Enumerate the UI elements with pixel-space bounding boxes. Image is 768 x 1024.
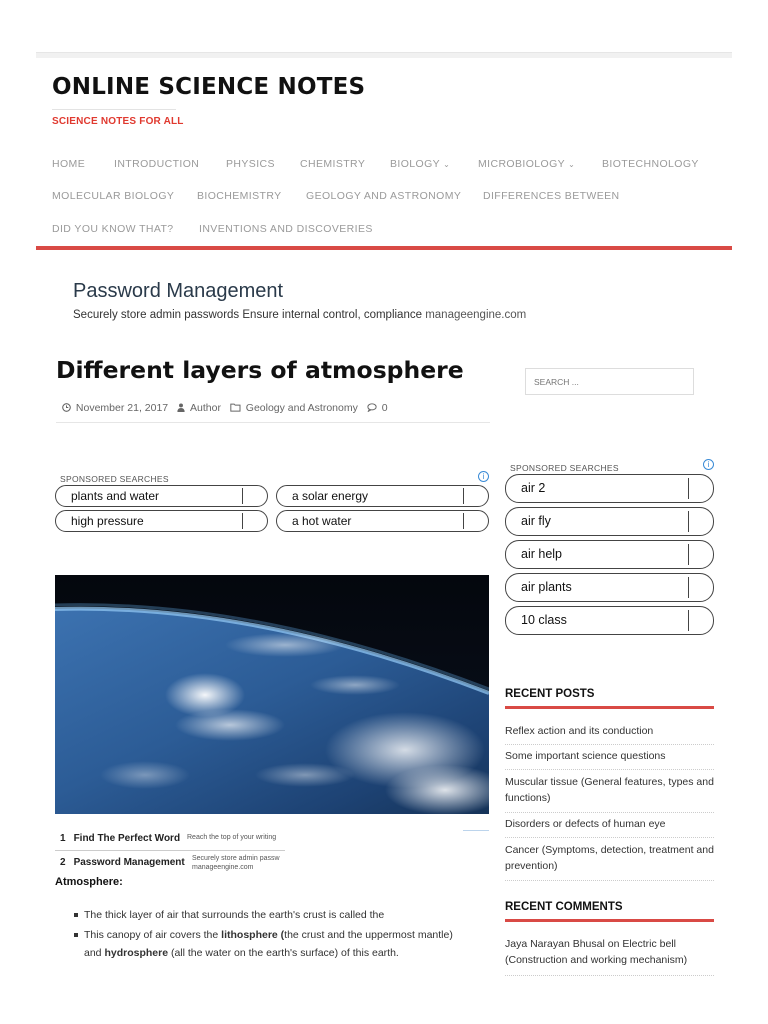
nav-geology-astronomy-label: GEOLOGY AND ASTRONOMY [306, 190, 462, 202]
comment-post-link[interactable]: Electric bell (Construction and working mechanism) [505, 938, 688, 966]
sponsored-pill-high-pressure[interactable] [55, 510, 268, 532]
pill-label: air fly [521, 514, 551, 528]
post-divider [505, 812, 714, 813]
bullet-text: the crust and the uppermost mantle) [284, 929, 453, 941]
post-divider [505, 769, 714, 770]
nav-biochemistry-label: BIOCHEMISTRY [197, 190, 282, 202]
pill-label: a hot water [292, 514, 352, 528]
result-snippet: Reach the top of your writing [187, 834, 277, 841]
nav-molecular-biology-label: MOLECULAR BIOLOGY [52, 190, 175, 202]
pill-separator [688, 478, 689, 499]
result-item-password-management[interactable] [55, 855, 285, 871]
pill-separator [463, 513, 464, 529]
recent-post-link[interactable]: Muscular tissue (General features, types and functions) [505, 776, 714, 804]
sidebar-pill-10-class[interactable] [505, 606, 714, 635]
result-corner-line [463, 830, 489, 831]
pill-label: high pressure [71, 514, 144, 528]
site-tagline: SCIENCE NOTES FOR ALL [52, 116, 184, 127]
pill-label: 10 class [521, 613, 567, 627]
info-icon[interactable]: i [478, 471, 489, 482]
nav-differences-between[interactable] [483, 190, 620, 202]
pill-separator [688, 577, 689, 598]
comment-author[interactable]: Jaya Narayan Bhusal [505, 938, 605, 950]
chevron-down-icon: ⌄ [443, 160, 451, 169]
recent-post-link[interactable]: Some important science questions [505, 750, 666, 762]
nav-did-you-know-label: DID YOU KNOW THAT? [52, 223, 174, 235]
recent-comments-title: RECENT COMMENTS [505, 901, 623, 913]
user-icon [177, 402, 188, 414]
post-divider [505, 975, 714, 976]
nav-chemistry-label: CHEMISTRY [300, 158, 366, 170]
comment-connector: on [604, 938, 623, 950]
recent-posts-title: RECENT POSTS [505, 688, 595, 700]
nav-microbiology-label: MICROBIOLOGY [478, 158, 566, 170]
chevron-down-icon: ⌄ [568, 160, 576, 169]
sidebar-pill-air-fly[interactable] [505, 507, 714, 536]
post-divider [505, 744, 714, 745]
nav-introduction[interactable] [114, 158, 199, 170]
nav-biology-label: BIOLOGY [390, 158, 441, 170]
nav-physics-label: PHYSICS [226, 158, 275, 170]
post-category[interactable]: Geology and Astronomy [245, 402, 358, 414]
bullet-text: This canopy of air covers the [84, 929, 222, 941]
section-heading: Atmosphere: [55, 876, 123, 888]
recent-posts-rule [505, 706, 714, 709]
recent-comments-rule [505, 919, 714, 922]
post-comment-count[interactable]: 0 [381, 402, 388, 414]
nav-inventions[interactable] [199, 223, 373, 235]
nav-geology-astronomy[interactable] [306, 190, 461, 202]
meta-divider [56, 422, 490, 423]
bullet-text: The thick layer of air that surrounds the earth's crust is called the [84, 909, 385, 921]
bullet-item [74, 906, 494, 924]
site-title[interactable]: ONLINE SCIENCE NOTES [52, 74, 366, 100]
comment-icon [367, 402, 380, 414]
result-title: Password Management [73, 857, 185, 868]
sidebar-pill-air-2[interactable] [505, 474, 714, 503]
pill-label: air plants [521, 580, 572, 594]
earth-atmosphere-image [55, 575, 489, 814]
bullet-text: and [84, 947, 105, 959]
pill-separator [688, 610, 689, 631]
bold-lithosphere: lithosphere [221, 929, 278, 941]
recent-post-link[interactable]: Disorders or defects of human eye [505, 818, 666, 830]
post-divider [505, 880, 714, 881]
pill-label: plants and water [71, 489, 160, 503]
info-icon[interactable]: i [703, 459, 714, 470]
bullet-text: (all the water on the earth's surface) of this earth. [168, 947, 399, 959]
result-divider [55, 850, 285, 851]
pill-separator [242, 513, 243, 529]
search-input[interactable] [525, 368, 694, 395]
pill-separator [688, 511, 689, 532]
nav-biochemistry[interactable] [197, 190, 282, 202]
post-title: Different layers of atmosphere [56, 356, 464, 384]
ad-domain-link[interactable]: manageengine.com [425, 309, 527, 321]
result-domain: manageengine.com [192, 864, 254, 871]
nav-inventions-label: INVENTIONS AND DISCOVERIES [199, 223, 373, 235]
nav-physics[interactable] [226, 158, 275, 170]
nav-microbiology[interactable] [478, 158, 575, 170]
post-author[interactable]: Author [190, 402, 221, 414]
recent-post-link[interactable]: Cancer (Symptoms, detection, treatment and prevention) [505, 844, 714, 872]
sponsored-label: SPONSORED SEARCHES [60, 474, 169, 484]
nav-home-label: HOME [52, 158, 86, 170]
nav-chemistry[interactable] [300, 158, 365, 170]
sponsored-pill-hot-water[interactable] [276, 510, 489, 532]
ad-title-link[interactable]: Password Management [73, 280, 284, 302]
pill-label: air help [521, 547, 562, 561]
nav-biology[interactable] [390, 158, 450, 170]
recent-comment-item [505, 936, 714, 968]
result-number: 1 [60, 833, 66, 844]
nav-accent-bar [36, 246, 732, 250]
title-divider [52, 109, 176, 110]
nav-introduction-label: INTRODUCTION [114, 158, 200, 170]
result-item-find-word[interactable] [55, 833, 285, 844]
pill-separator [688, 544, 689, 565]
post-meta [62, 402, 394, 414]
bold-hydrosphere: hydrosphere [104, 947, 169, 959]
clock-icon [62, 402, 74, 414]
result-title: Find The Perfect Word [73, 833, 181, 844]
ad-description [73, 309, 526, 321]
result-number: 2 [60, 857, 66, 868]
sidebar-pill-air-plants[interactable] [505, 573, 714, 602]
nav-biotechnology-label: BIOTECHNOLOGY [602, 158, 699, 170]
nav-molecular-biology[interactable] [52, 190, 174, 202]
content-bullets [74, 906, 494, 964]
top-bar [36, 52, 732, 58]
pill-separator [463, 488, 464, 504]
bullet-item [74, 926, 494, 962]
recent-post-link[interactable]: Reflex action and its conduction [505, 725, 654, 737]
sponsored-pill-solar-energy[interactable] [276, 485, 489, 507]
pill-separator [242, 488, 243, 504]
nav-biotechnology[interactable] [602, 158, 699, 170]
pill-label: a solar energy [292, 489, 369, 503]
nav-differences-between-label: DIFFERENCES BETWEEN [483, 190, 620, 202]
nav-did-you-know[interactable] [52, 223, 174, 235]
bold-paren: ( [277, 929, 285, 941]
sidebar-sponsored-label: SPONSORED SEARCHES [510, 463, 619, 473]
pill-label: air 2 [521, 481, 546, 495]
nav-home[interactable] [52, 158, 85, 170]
post-divider [505, 837, 714, 838]
post-date: November 21, 2017 [75, 402, 169, 414]
ad-description-text: Securely store admin passwords Ensure internal control, compliance [73, 309, 422, 321]
folder-icon [230, 402, 244, 414]
sidebar-pill-air-help[interactable] [505, 540, 714, 569]
sponsored-pill-plants-water[interactable] [55, 485, 268, 507]
result-snippet: Securely store admin passw [192, 855, 280, 862]
